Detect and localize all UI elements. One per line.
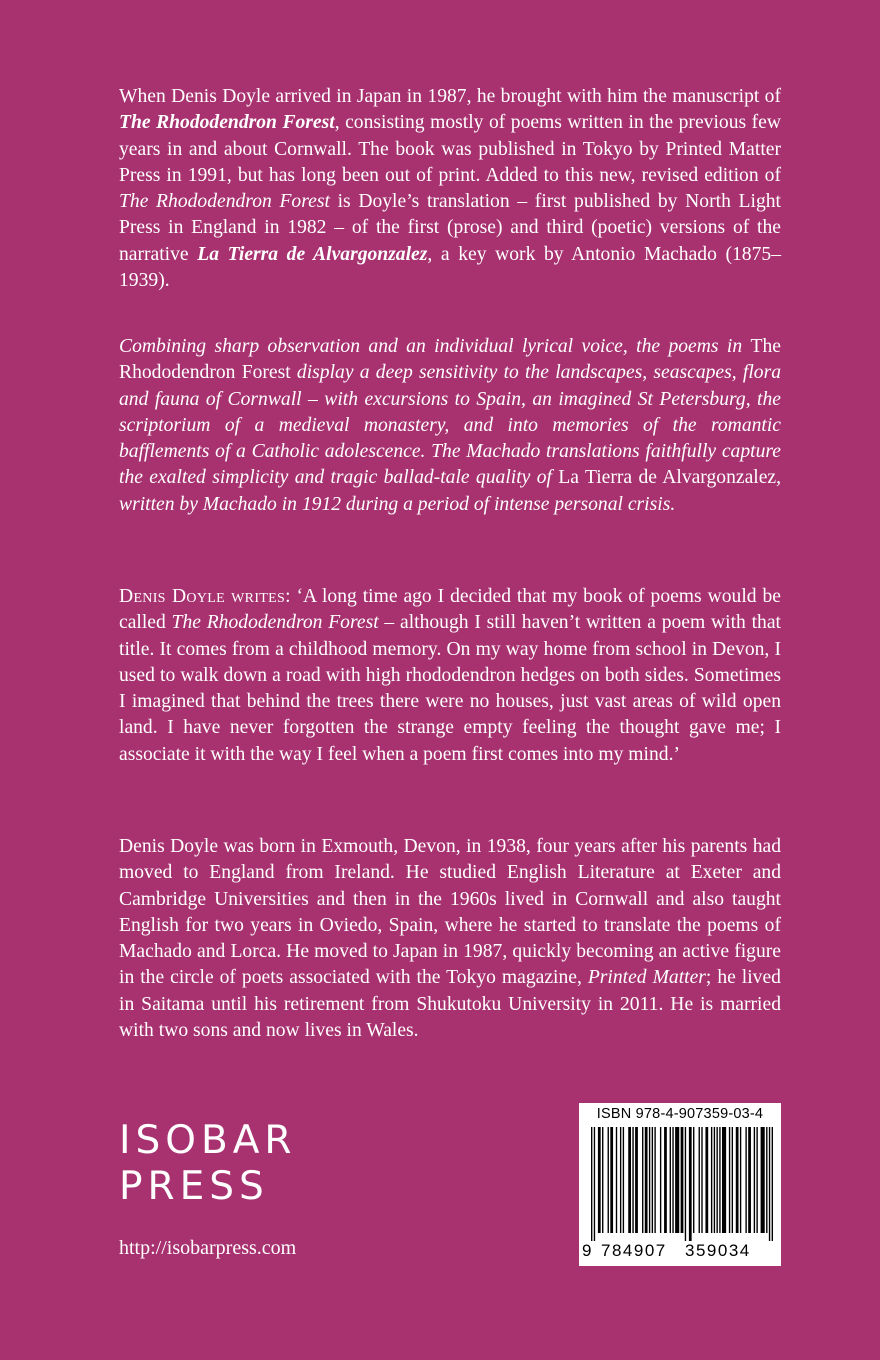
barcode-bar [602, 1127, 603, 1233]
p4-text-a: Denis Doyle was born in Exmouth, Devon, in 1938, four years after his parents had moved to England from Ireland. He studied English Literature at Exeter and Cambridge Universities and then in the 1960s lived in Cornwall and also taught English for two years in Oviedo, Spain, where he started to translate the poems of Machado and Lorca. He moved to Japan in 1987, quickly becoming an active figure in the circle of poets associated with the Tokyo magazine, [119, 836, 781, 989]
barcode-bar [689, 1127, 692, 1241]
p3-text-b: – although I still haven’t written a poem with that title. It comes from a childhood memory. On my way home from school in Devon, I used to walk down a road with high rhododendron hedges on both sides. Sometimes I imagined that behind the trees there were no houses, just vast areas of wild open land. I have never forgotten the strange empty feeling the thought gave me; I associate it with the way I feel when a poem first comes into my mind.’ [119, 612, 781, 765]
p1-text-c: is Doyle’s translation – first published by North Light Press in England in 1982 – of the first (prose) and third (poetic) versions of the narrative [119, 191, 781, 265]
barcode-bar [664, 1127, 667, 1233]
barcode-bar [729, 1127, 730, 1233]
barcode-bar [623, 1127, 624, 1233]
barcode-bar [711, 1127, 712, 1233]
barcode-digits-right: 359034 [685, 1241, 751, 1260]
blurb-paragraph-2 [119, 334, 781, 518]
p2-text-c: , written by Machado in 1912 during a period of intense personal crisis. [119, 467, 782, 515]
barcode-bar [654, 1127, 655, 1233]
p3-text-a: : ‘A long time ago I decided that my book of poems would be called [119, 586, 781, 634]
barcode-bar [598, 1127, 601, 1233]
barcode-digits-left: 784907 [601, 1241, 667, 1260]
publisher-logo-line1: ISOBAR [119, 1118, 297, 1163]
barcode-bar [610, 1127, 613, 1233]
barcode-bar [670, 1127, 671, 1233]
barcode-bar [722, 1127, 726, 1233]
barcode-bar [766, 1127, 767, 1233]
barcode-bar [701, 1127, 702, 1233]
barcode-digit-first: 9 [582, 1241, 593, 1260]
barcode-bar [635, 1127, 638, 1233]
barcode-bar [675, 1127, 679, 1233]
book-title: The Rhododendron Forest [119, 336, 781, 384]
p2-text-b: display a deep sensitivity to the landscapes, seascapes, flora and fauna of Cornwall – with excursions to Spain, an imagined St Petersburg, the scriptorium of a medieval monastery, and into memories of the romantic bafflements of a Catholic adolescence. The Machado translations faithfully capture the exalted simplicity and tragic ballad-tale quality of [119, 362, 781, 489]
barcode-bar [699, 1127, 700, 1233]
publisher-logo [119, 1118, 297, 1210]
author-quote-paragraph [119, 584, 781, 768]
barcode-bar [594, 1127, 595, 1241]
p1-text-a: When Denis Doyle arrived in Japan in 1987, he brought with him the manuscript of [119, 86, 781, 107]
book-title: The Rhododendron Forest [119, 191, 330, 213]
magazine-title: Printed Matter [587, 967, 706, 989]
translated-work-title: La Tierra de Alvargonzalez [197, 243, 428, 265]
barcode-bar [642, 1127, 643, 1233]
barcode-bar [719, 1127, 720, 1233]
barcode-bar [591, 1127, 592, 1241]
barcode-bar [761, 1127, 765, 1233]
barcode-bar [714, 1127, 715, 1233]
barcode-bar [756, 1127, 757, 1233]
barcode-bar [732, 1127, 733, 1233]
book-title: The Rhododendron Forest [171, 612, 379, 634]
blurb-paragraph-1 [119, 84, 781, 294]
author-writes-lead: Denis Doyle writes [119, 586, 286, 607]
p1-text-b: , consisting mostly of poems written in the previous few years in and about Cornwall. The book was published in Tokyo by Printed Matter Press in 1991, but has long been out of print. Added to this new, revised edition of [119, 112, 781, 186]
barcode-bar [748, 1127, 751, 1233]
barcode-bar [660, 1127, 661, 1233]
barcode-bar [645, 1127, 648, 1233]
barcode-bar [693, 1127, 694, 1233]
barcode-bar [740, 1127, 741, 1233]
barcode-bar [652, 1127, 653, 1233]
barcode-bar [736, 1127, 739, 1233]
p2-text-a: Combining sharp observation and an individual lyrical voice, the poems in [119, 336, 751, 357]
barcode-bar [754, 1127, 755, 1233]
barcode-bar [620, 1127, 621, 1233]
isbn-label: ISBN 978-4-907359-03-4 [596, 1106, 764, 1122]
barcode-bar [772, 1127, 773, 1241]
p1-text-d: , a key work by Antonio Machado (1875–1939). [119, 243, 781, 292]
book-title: The Rhododendron Forest [119, 112, 335, 134]
barcode-bar [632, 1127, 633, 1233]
barcode-bar [681, 1127, 684, 1233]
publisher-url[interactable]: http://isobarpress.com [119, 1237, 297, 1259]
author-bio-paragraph [119, 834, 781, 1044]
barcode-bars [591, 1127, 773, 1241]
barcode-bar [745, 1127, 746, 1233]
barcode-bar [769, 1127, 770, 1241]
p4-text-b: ; he lived in Saitama until his retirement from Shukutoku University in 2011. He is married with two sons and now lives in Wales. [119, 967, 781, 1042]
isbn-barcode [579, 1103, 781, 1266]
barcode-bar [672, 1127, 673, 1233]
barcode-bar [616, 1127, 617, 1233]
publisher-logo-line2: PRESS [119, 1164, 269, 1209]
barcode-bar [628, 1127, 631, 1233]
barcode-bar [649, 1127, 650, 1233]
barcode-bar [608, 1127, 609, 1233]
translated-work-title: La Tierra de Alvargonzalez [558, 467, 777, 489]
barcode-bar [685, 1127, 686, 1241]
barcode-bar [716, 1127, 717, 1233]
barcode-bar [705, 1127, 708, 1233]
